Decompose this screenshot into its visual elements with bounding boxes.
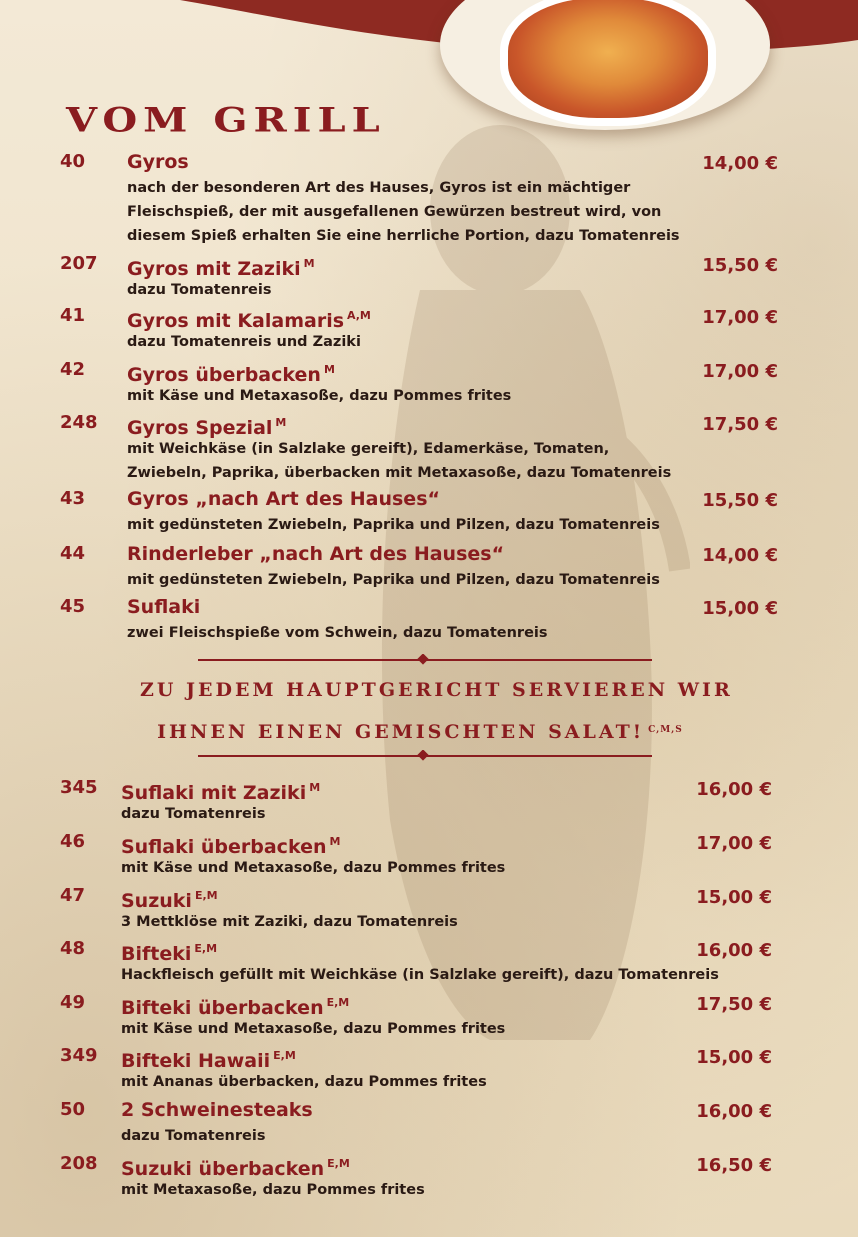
item-allergens: E,M bbox=[194, 889, 218, 902]
item-number: 208 bbox=[60, 1153, 98, 1174]
item-name bbox=[127, 595, 200, 619]
item-name-text: Suflaki überbacken bbox=[121, 836, 327, 858]
item-name bbox=[121, 991, 349, 1020]
item-price: 15,00 € bbox=[696, 1047, 772, 1068]
item-description: mit Weichkäse (in Salzlake gereift), Edamerkäse, Tomaten, bbox=[127, 441, 610, 457]
item-description: dazu Tomatenreis bbox=[121, 1128, 266, 1144]
item-description: dazu Tomatenreis und Zaziki bbox=[127, 334, 361, 350]
item-allergens: A,M bbox=[347, 309, 371, 322]
item-price: 17,50 € bbox=[702, 414, 778, 435]
item-description: mit gedünsteten Zwiebeln, Paprika und Pilzen, dazu Tomatenreis bbox=[127, 572, 660, 588]
item-name-text: Gyros mit Kalamaris bbox=[127, 310, 345, 332]
item-price: 16,00 € bbox=[696, 1101, 772, 1122]
item-name-text: Bifteki überbacken bbox=[121, 997, 324, 1019]
item-description: mit gedünsteten Zwiebeln, Paprika und Pilzen, dazu Tomatenreis bbox=[127, 517, 660, 533]
item-allergens: M bbox=[303, 257, 315, 270]
item-allergens: E,M bbox=[273, 1049, 296, 1062]
item-price: 16,00 € bbox=[696, 940, 772, 961]
item-price: 16,50 € bbox=[696, 1155, 772, 1176]
item-name bbox=[121, 937, 217, 966]
salad-notice-line2 bbox=[140, 718, 700, 744]
item-name bbox=[121, 1044, 296, 1073]
item-name bbox=[127, 542, 504, 566]
item-number: 345 bbox=[60, 777, 98, 798]
item-name-text: Suzuki bbox=[121, 890, 192, 912]
item-description: Fleischspieß, der mit ausgefallenen Gewürzen bestreut wird, von bbox=[127, 204, 662, 220]
divider-bottom bbox=[198, 750, 652, 762]
item-description: mit Käse und Metaxasoße, dazu Pommes frites bbox=[121, 860, 506, 876]
item-name-text: Gyros bbox=[127, 151, 189, 173]
item-allergens: E,M bbox=[194, 942, 218, 955]
item-description: diesem Spieß erhalten Sie eine herrliche Portion, dazu Tomatenreis bbox=[127, 228, 680, 244]
item-description: mit Ananas überbacken, dazu Pommes frites bbox=[121, 1074, 487, 1090]
item-number: 44 bbox=[60, 543, 86, 564]
item-name-text: Suzuki überbacken bbox=[121, 1158, 325, 1180]
item-name bbox=[121, 1098, 313, 1122]
item-name bbox=[121, 830, 340, 859]
item-allergens: M bbox=[309, 781, 321, 794]
item-number: 49 bbox=[60, 992, 86, 1013]
item-name bbox=[127, 411, 286, 440]
item-price: 14,00 € bbox=[702, 545, 778, 566]
item-description: mit Metaxasoße, dazu Pommes frites bbox=[121, 1182, 425, 1198]
item-description: dazu Tomatenreis bbox=[121, 806, 266, 822]
item-number: 48 bbox=[60, 938, 86, 959]
item-price: 15,00 € bbox=[702, 598, 778, 619]
item-price: 17,00 € bbox=[702, 361, 778, 382]
item-allergens: M bbox=[329, 835, 341, 848]
item-name-text: Suflaki mit Zaziki bbox=[121, 782, 307, 804]
item-name bbox=[127, 150, 189, 174]
item-price: 15,50 € bbox=[702, 255, 778, 276]
section-title: VOM GRILL bbox=[66, 100, 386, 140]
item-name-text: Gyros überbacken bbox=[127, 364, 321, 386]
item-description: 3 Mettklöse mit Zaziki, dazu Tomatenreis bbox=[121, 914, 458, 930]
item-allergens: E,M bbox=[326, 996, 350, 1009]
salad-notice-allergens: C,M,S bbox=[648, 725, 683, 735]
dish-photo bbox=[440, 0, 770, 130]
item-description: Zwiebeln, Paprika, überbacken mit Metaxasoße, dazu Tomatenreis bbox=[127, 465, 672, 481]
item-name bbox=[121, 1152, 350, 1181]
item-name-text: Bifteki Hawaii bbox=[121, 1050, 271, 1072]
item-description: dazu Tomatenreis bbox=[127, 282, 272, 298]
item-number: 46 bbox=[60, 831, 86, 852]
item-name-text: Gyros „nach Art des Hauses“ bbox=[127, 488, 440, 510]
salad-notice-text: IHNEN EINEN GEMISCHTEN SALAT! bbox=[157, 721, 645, 743]
item-name-text: Bifteki bbox=[121, 943, 192, 965]
item-name-text: Gyros Spezial bbox=[127, 417, 273, 439]
item-name bbox=[127, 304, 371, 333]
item-description: Hackfleisch gefüllt mit Weichkäse (in Salzlake gereift), dazu Tomatenreis bbox=[121, 967, 719, 983]
item-name bbox=[127, 358, 335, 387]
item-number: 207 bbox=[60, 253, 98, 274]
item-number: 349 bbox=[60, 1045, 98, 1066]
item-description: nach der besonderen Art des Hauses, Gyros ist ein mächtiger bbox=[127, 180, 631, 196]
divider-top bbox=[198, 654, 652, 666]
item-price: 16,00 € bbox=[696, 779, 772, 800]
item-price: 15,00 € bbox=[696, 887, 772, 908]
item-number: 47 bbox=[60, 885, 86, 906]
item-description: mit Käse und Metaxasoße, dazu Pommes frites bbox=[127, 388, 512, 404]
item-number: 40 bbox=[60, 151, 86, 172]
item-name bbox=[127, 252, 315, 281]
item-price: 17,00 € bbox=[696, 833, 772, 854]
item-name-text: Gyros mit Zaziki bbox=[127, 258, 301, 280]
item-number: 248 bbox=[60, 412, 98, 433]
item-description: zwei Fleischspieße vom Schwein, dazu Tomatenreis bbox=[127, 625, 548, 641]
item-number: 45 bbox=[60, 596, 86, 617]
item-description: mit Käse und Metaxasoße, dazu Pommes frites bbox=[121, 1021, 506, 1037]
item-price: 17,00 € bbox=[702, 307, 778, 328]
item-name bbox=[121, 884, 218, 913]
item-number: 41 bbox=[60, 305, 86, 326]
item-allergens: M bbox=[323, 363, 335, 376]
item-name-text: 2 Schweinesteaks bbox=[121, 1099, 313, 1121]
item-price: 14,00 € bbox=[702, 153, 778, 174]
item-allergens: E,M bbox=[327, 1157, 350, 1170]
item-allergens: M bbox=[275, 416, 287, 429]
item-name-text: Suflaki bbox=[127, 596, 201, 618]
item-number: 43 bbox=[60, 488, 86, 509]
item-name bbox=[121, 776, 320, 805]
salad-notice-line1: ZU JEDEM HAUPTGERICHT SERVIEREN WIR bbox=[140, 679, 733, 701]
item-name bbox=[127, 487, 440, 511]
item-number: 42 bbox=[60, 359, 86, 380]
item-name-text: Rinderleber „nach Art des Hauses“ bbox=[127, 543, 505, 565]
item-price: 15,50 € bbox=[702, 490, 778, 511]
item-price: 17,50 € bbox=[696, 994, 772, 1015]
item-number: 50 bbox=[60, 1099, 86, 1120]
gratin-dish-image bbox=[500, 0, 716, 126]
